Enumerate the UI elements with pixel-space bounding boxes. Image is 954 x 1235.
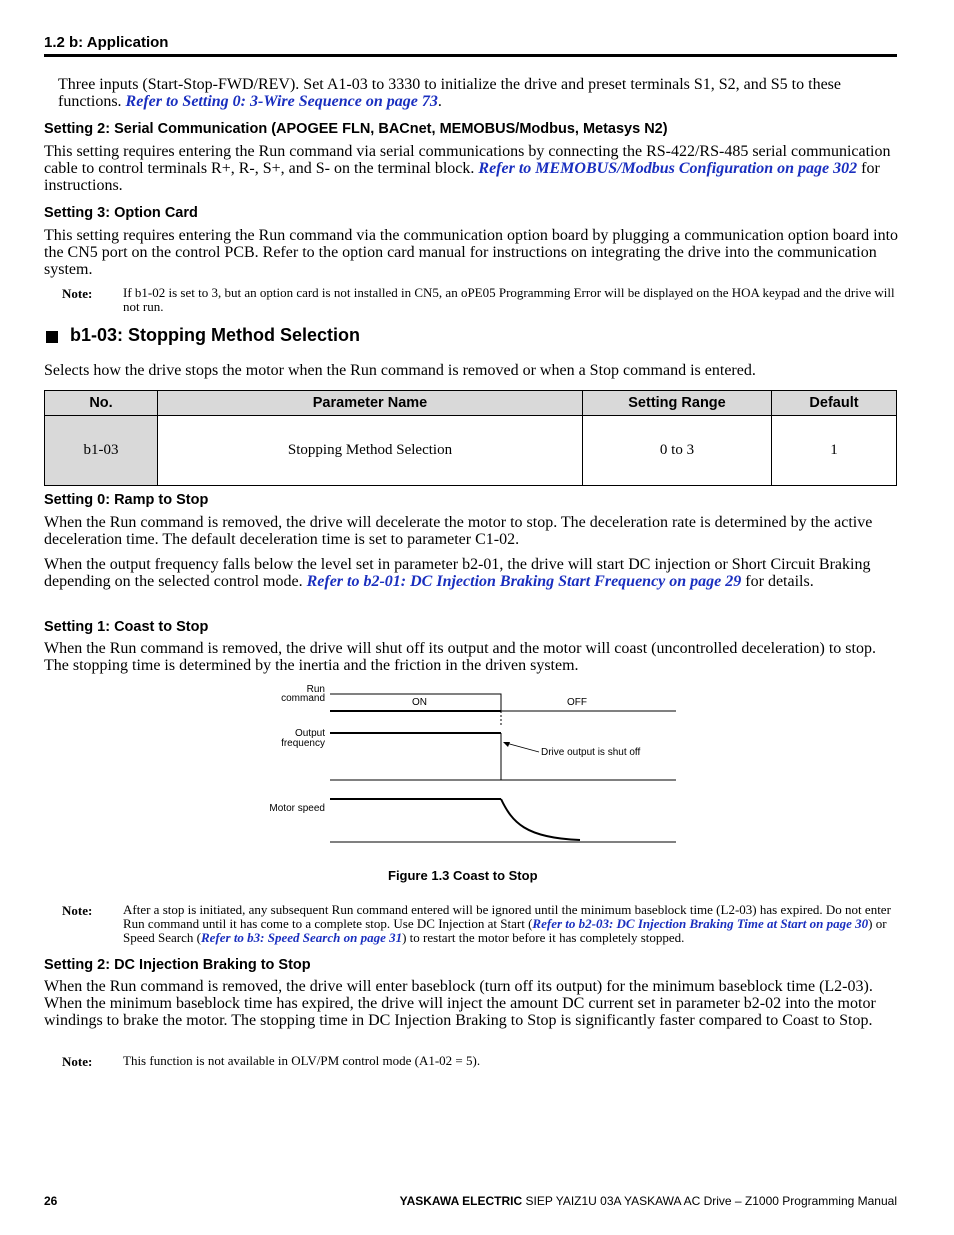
dc-injection-paragraph: When the Run command is removed, the drive will enter baseblock (turn off its output) for the minimum baseblock time (L2-03). When the minimum baseblock time has expired, the drive will inject the amount DC current set in parameter b2-02 into the motor windings to brake the motor. The stopping time in DC Injection Braking to Stop is significantly faster compared to Coast to Stop.	[44, 978, 876, 1029]
serial-body: This setting requires entering the Run command via serial communications by connecting the RS-422/RS-485 serial communication cable to control terminals R+, R-, S+, and S- on the terminal block.	[44, 143, 891, 177]
link-b2-01[interactable]: Refer to b2-01: DC Injection Braking Start Frequency on page 29	[306, 573, 742, 590]
cell-no: b1-03	[45, 416, 158, 486]
section-title: 1.2 b: Application	[44, 34, 169, 51]
note-label-3: Note:	[62, 1054, 93, 1069]
note-label: Note:	[62, 286, 93, 301]
coast-note	[123, 903, 899, 945]
freq-label-1: Output	[294, 728, 325, 739]
heading-coast-to-stop: Setting 1: Coast to Stop	[44, 619, 209, 635]
col-header-parameter-name: Parameter Name	[158, 391, 583, 416]
header-rule	[44, 54, 897, 57]
col-header-setting-range: Setting Range	[583, 391, 772, 416]
page-number: 26	[44, 1194, 58, 1208]
option-card-text: This setting requires entering the Run command via the communication option board by plugging a communication option board into the CN5 port on the control PCB. Refer to the option card manual for instructions on integrating the drive into the communication system.	[44, 227, 899, 278]
setting-1-body: Three inputs (Start-Stop-FWD/REV). Set A1-03 to 3330 to initialize the drive and preset terminals S1, S2, and S5 to these functions.	[58, 76, 841, 110]
footer-brand: YASKAWA ELECTRIC	[399, 1194, 523, 1208]
setting-1-tail: .	[437, 93, 442, 110]
serial-communication-text	[44, 143, 898, 194]
col-header-no: No.	[45, 391, 158, 416]
coast-note-text-2: ) or Speed Search (	[123, 916, 887, 945]
on-label: ON	[412, 697, 427, 708]
run-label-2: command	[281, 693, 325, 704]
link-memobus-configuration[interactable]: Refer to MEMOBUS/Modbus Configuration on page 302	[478, 160, 858, 177]
b1-03-intro: Selects how the drive stops the motor when the Run command is removed or when a Stop command is entered.	[44, 362, 756, 379]
freq-label-2: frequency	[281, 738, 325, 749]
cell-default: 1	[772, 416, 897, 486]
parameter-table	[44, 390, 897, 486]
serial-tail: for instructions.	[44, 160, 880, 194]
table-row	[45, 416, 897, 486]
footer-doc: SIEP YAIZ1U 03A YASKAWA AC Drive – Z1000 Programming Manual	[525, 1194, 897, 1208]
timing-waveforms	[250, 682, 690, 852]
setting-1-text	[58, 76, 898, 110]
coast-to-stop-diagram	[250, 682, 690, 852]
off-label: OFF	[567, 697, 587, 708]
figure-caption: Figure 1.3 Coast to Stop	[388, 868, 538, 883]
coast-paragraph: When the Run command is removed, the drive will shut off its output and the motor will coast (uncontrolled deceleration) to stop. The stopping time is determined by the inertia and the friction in the driven system.	[44, 640, 876, 674]
cell-setting-range: 0 to 3	[583, 416, 772, 486]
col-header-default: Default	[772, 391, 897, 416]
link-b3-speed-search[interactable]: Refer to b3: Speed Search on page 31	[200, 930, 403, 945]
footer-doc-title	[400, 1194, 897, 1208]
option-card-note: If b1-02 is set to 3, but an option card is not installed in CN5, an oPE05 Programming Error will be displayed on the HOA keypad and the drive will not run.	[123, 285, 895, 314]
heading-ramp-to-stop: Setting 0: Ramp to Stop	[44, 492, 209, 508]
speed-label: Motor speed	[269, 803, 325, 814]
ramp-p2-tail: for details.	[745, 573, 814, 590]
cell-parameter-name: Stopping Method Selection	[158, 416, 583, 486]
table-header-row	[45, 391, 897, 416]
coast-note-text-1: After a stop is initiated, any subsequent Run command entered will be ignored until the minimum baseblock time (L2-03) has expired. Do not enter Run command until it has come to a complete stop. Use DC Injection at Start (	[123, 902, 891, 931]
ramp-paragraph-1: When the Run command is removed, the drive will decelerate the motor to stop. The deceleration rate is determined by the active deceleration time. The default deceleration time is set to parameter C1-02.	[44, 514, 873, 548]
note-label-2: Note:	[62, 903, 93, 918]
heading-b1-03: b1-03: Stopping Method Selection	[70, 325, 361, 345]
shutoff-label: Drive output is shut off	[541, 747, 641, 758]
heading-option-card: Setting 3: Option Card	[44, 205, 198, 221]
link-b2-03[interactable]: Refer to b2-03: DC Injection Braking Time at Start on page 30	[532, 916, 869, 931]
ramp-paragraph-2	[44, 556, 900, 590]
section-bullet-icon	[46, 331, 58, 343]
ramp-p2-body: When the output frequency falls below the level set in parameter b2-01, the drive will start DC injection or Short Circuit Braking depending on the selected control mode.	[44, 556, 871, 590]
coast-note-text-3: ) to restart the motor before it has completely stopped.	[402, 930, 685, 945]
heading-serial-communication: Setting 2: Serial Communication (APOGEE FLN, BACnet, MEMOBUS/Modbus, Metasys N2)	[44, 121, 668, 137]
heading-dc-injection: Setting 2: DC Injection Braking to Stop	[44, 957, 311, 973]
dc-injection-note: This function is not available in OLV/PM control mode (A1-02 = 5).	[123, 1053, 481, 1068]
link-3wire-sequence[interactable]: Refer to Setting 0: 3-Wire Sequence on page 73	[125, 93, 438, 110]
run-label-1: Run	[306, 684, 325, 695]
